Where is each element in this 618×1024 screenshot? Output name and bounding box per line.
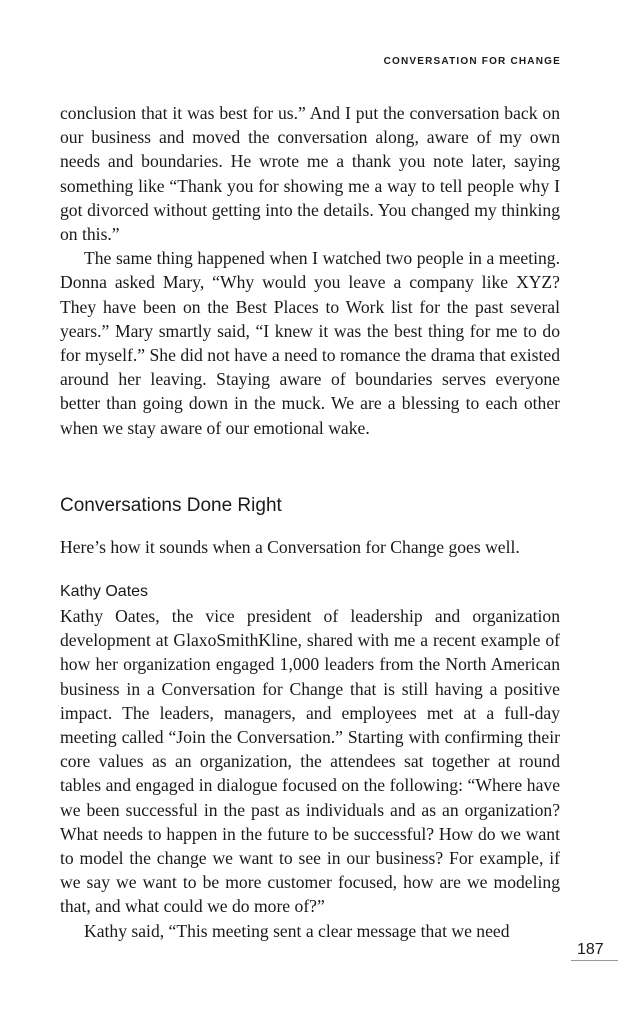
page-number: 187 xyxy=(571,940,618,961)
paragraph: Here’s how it sounds when a Conversation for Change goes well. xyxy=(60,537,520,557)
body-text-section-two xyxy=(60,604,560,943)
paragraph: Kathy said, “This meeting sent a clear message that we need xyxy=(84,920,510,941)
paragraph: Kathy Oates, the vice president of leadership and organization development at GlaxoSmithKline, shared with me a recent example of how her organization engaged 1,000 leaders from the North American business in a Conversation for Change that is still having a positive impact. The leaders, managers, and employees met at a full-day meeting called “Join the Conversation.” Starting with confirming their core values as an organization, the attendees sat together at round tables and engaged in dialogue focused on the following: “Where have we been successful in the past as individuals and as an organization? What needs to happen in the future to be successful? How do we want to model the change we want to see in our business? For example, if we say we want to be more customer focused, how are we modeling that, and what could we do more of?” xyxy=(60,606,560,917)
running-head: CONVERSATION FOR CHANGE xyxy=(383,56,561,67)
subsection-heading: Kathy Oates xyxy=(60,583,149,600)
paragraph: The same thing happened when I watched two people in a meeting. Donna asked Mary, “Why would you leave a company like XYZ? They have been on the Best Places to Work list for the past several years.” Mary smartly said, “I knew it was the best thing for me to do for myself.” She did not have a need to romance the drama that existed around her leaving. Staying aware of boundaries serves everyone better than going down in the muck. We are a blessing to each other when we stay aware of our emotional wake. xyxy=(60,248,560,438)
section-intro xyxy=(60,535,560,559)
section-heading: Conversations Done Right xyxy=(60,495,282,516)
paragraph: conclusion that it was best for us.” And I put the conversation back on our business and moved the conversation along, aware of my own needs and boundaries. He wrote me a thank you note later, saying something like “Thank you for showing me a way to tell people why I got divorced without getting into the details. You changed my thinking on this.” xyxy=(60,103,560,245)
body-text-section-one xyxy=(60,101,560,440)
